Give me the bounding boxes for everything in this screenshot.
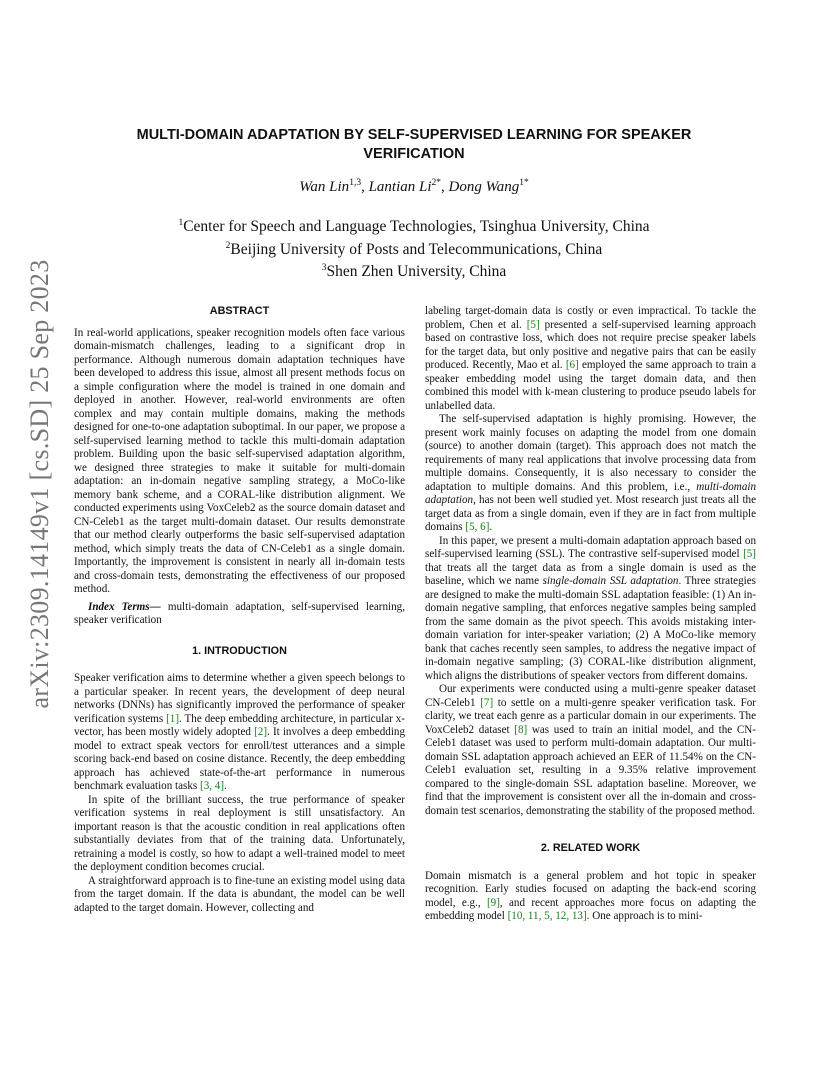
citation-link[interactable]: [8] [514, 723, 528, 736]
intro-paragraph-2: In spite of the brilliant success, the true performance of speaker verification systems in real deployment is still unsatisfactory. An important reason is that the acoustic condition in real applications often substantially deviates from that of the training data. Unfortunately, retraining a model is costly, so how to adapt a well-trained model to meet the deployment condition becomes crucial. [74, 793, 405, 873]
author-affiliation-mark: 2* [431, 178, 441, 188]
intro-paragraph-1 [74, 672, 405, 794]
text-run: . The deep embedding architecture, in particular x-vector, has been mostly widely adopted [74, 712, 406, 738]
text-run: The self-supervised adaptation is highly promising. However, the present work mainly focuses on adapting the model from one domain (source) to another domain (target). This approach does not match the requirements of many real applications that involve processing data from multiple domains. Consequently, it is also necessary to consider the adaptation to multiple domains. And this problem, i.e., [425, 413, 756, 493]
introduction-heading: 1. INTRODUCTION [192, 644, 287, 657]
index-terms-text: multi-domain adaptation, self-supervised learning, speaker verification [74, 600, 405, 626]
text-run: . [489, 521, 493, 533]
author-affiliation-mark: 1* [519, 178, 529, 188]
intro-paragraph-5 [425, 413, 756, 535]
text-run: . It involves a deep embedding model to extract speak vectors for enroll/test utterances and a simple scoring back-end based on cosine distance. Recently, the deep embedding approach has achieved state-of-the-art performance in numerous benchmark evaluation tasks [74, 726, 405, 792]
text-run: Domain mismatch is a general problem and hot topic in speaker recognition. Early studies focused on adapting the back-end scoring model, e.g., [425, 869, 756, 909]
affiliation-list [80, 214, 748, 282]
text-run: Our experiments were conducted using a multi-genre speaker dataset CN-Celeb1 [425, 683, 756, 709]
text-run: . [224, 780, 227, 792]
paper-title-line-1: MULTI-DOMAIN ADAPTATION BY SELF-SUPERVISED LEARNING FOR SPEAKER [136, 127, 692, 143]
abstract-text: In real-world applications, speaker recognition models often face various domain-mismatch challenges, leading to a significant drop in performance. Although numerous domain adaptation techniques have been developed to address this issue, almost all present methods focus on a simple configuration where the model is trained in one domain and deployed in another. However, real-world environments are often complex and may contain multiple domains, making the methods designed for one-to-one adaptation suboptimal. In our paper, we propose a self-supervised learning method to tackle this multi-domain adaptation problem. Building upon the basic self-supervised adaptation algorithm, we designed three strategies to make it suitable for multi-domain adaptation: an in-domain negative sampling strategy, a MoCo-like memory bank scheme, and a CORAL-like distribution alignment. We conducted experiments using VoxCeleb2 as the source domain dataset and CN-Celeb1 as the target multi-domain dataset. Our results demonstrate that our method clearly outperforms the basic self-supervised adaptation method, which simply treats the data of CN-Celeb1 as a single domain. Importantly, the improvement is consistent in nearly all in-domain tests and cross-domain tests, demonstrating the effectiveness of our proposed method. [74, 326, 405, 595]
text-run: , and recent approaches more focus on adapting the embedding model [425, 896, 757, 922]
author-name: Dong Wang [448, 179, 520, 195]
emphasis-text: multi-domain adaptation [425, 480, 756, 506]
emphasis-text: single-domain SSL adaptation [542, 575, 679, 587]
affiliation-text: Shen Zhen University, China [326, 263, 507, 281]
citation-link[interactable]: [6] [565, 359, 579, 371]
text-run: Speaker verification aims to determine whether a given speech belongs to a particular speaker. In recent years, the development of deep neural networks (DNNs) has significantly improved the performance of speaker verification systems [74, 672, 405, 725]
abstract-heading: ABSTRACT [209, 305, 270, 317]
author-name: Wan Lin [299, 179, 350, 195]
intro-paragraph-6 [425, 535, 756, 684]
affiliation-line [80, 237, 748, 260]
author-list [80, 178, 748, 196]
author-name: Lantian Li [368, 179, 432, 195]
index-terms [74, 601, 405, 628]
citation-link[interactable]: [3, 4] [200, 780, 225, 792]
text-run: presented a self-supervised learning approach based on contrastive loss, which does not require precise speaker labels for the target data, but only positive and negative pairs that can be easily produced. Recently, Mao et al. [425, 318, 756, 371]
citation-link[interactable]: [7] [480, 696, 494, 709]
arxiv-identifier-text: arXiv:2309.14149v1 [cs.SD] 25 Sep 2023 [25, 259, 54, 709]
related-paragraph-1 [425, 870, 756, 924]
related-work-heading: 2. RELATED WORK [540, 842, 641, 854]
affiliation-mark: 3 [321, 263, 327, 274]
text-run: . Three strategies are designed to make the multi-domain SSL adaptation feasible: (1) An in-domain negative sampling, that enforces negative samples being sampled from the same domain as the pivot speech. This avoids mistaking inter-domain variation for inter-speaker variation; (2) A MoCo-like memory bank that caches recently seen samples, to address the negative impact of in-domain negative sampling; (3) CORAL-like distribution alignment, which aligns the distributions of speaker vectors from different domains. [425, 575, 756, 682]
author-separator: , [441, 179, 449, 195]
text-run: employed the same approach to train a speaker embedding model using the target domain data, and then combined this model with k-mean clustering to produce pseudo labels for unlabelled data. [425, 359, 756, 412]
intro-paragraph-7 [425, 683, 756, 818]
right-column [425, 305, 756, 924]
affiliation-line [80, 259, 748, 282]
affiliation-text: Beijing University of Posts and Telecommunications, China [230, 240, 603, 258]
text-run: . One approach is to mini- [586, 910, 703, 922]
affiliation-mark: 1 [178, 218, 184, 228]
citation-link[interactable]: [1] [166, 712, 180, 725]
author-separator: , [361, 179, 369, 195]
text-run: that treats all the target data as from a single domain is used as the baseline, which we name [425, 561, 756, 587]
citation-link[interactable]: [2] [254, 726, 268, 738]
citation-link[interactable]: [9] [486, 896, 500, 909]
text-run: labeling target-domain data is costly or even impractical. To tackle the problem, Chen et al. [425, 305, 756, 331]
text-run: to settle on a multi-genre speaker verification task. For clarity, we treat each genre as a particular domain in our experiments. The VoxCeleb2 dataset [425, 696, 756, 736]
citation-link[interactable]: [5] [743, 548, 756, 560]
index-terms-label: Index Terms— [88, 600, 161, 613]
text-run: In this paper, we present a multi-domain adaptation approach based on self-supervised learning (SSL). The contrastive self-supervised model [425, 534, 756, 560]
citation-link[interactable]: [5, 6] [465, 521, 490, 533]
affiliation-mark: 2 [225, 240, 231, 251]
affiliation-text: Center for Speech and Language Technologies, Tsinghua University, China [183, 218, 650, 236]
paper-title [80, 126, 748, 164]
affiliation-line [80, 214, 748, 237]
author-affiliation-mark: 1,3 [349, 178, 362, 188]
citation-link[interactable]: [10, 11, 5, 12, 13] [507, 910, 587, 922]
intro-paragraph-3: A straightforward approach is to fine-tune an existing model using data from the target domain. If the data is abundant, the model can be well adapted to the target domain. However, collecting and [74, 874, 405, 914]
text-run: was used to train an initial model, and the CN-Celeb1 dataset was used to perform multi-domain adaptation. Our multi-domain SSL adaptation approach achieved an EER of 11.54% on the CN-Celeb1 evaluation set, resulting in a 9.35% relative improvement compared to the single-domain SSL adaptation baseline. Moreover, we find that the improvement is consistent over all the in-domain and cross-domain test scenarios, demonstrating the stability of the proposed method. [425, 723, 756, 817]
intro-paragraph-4 [425, 305, 756, 413]
text-run: , has not been well studied yet. Most research just treats all the target data as from a single domain, even if they are in fact from multiple domains [425, 494, 756, 533]
left-column [74, 305, 405, 915]
paper-title-line-2: VERIFICATION [363, 146, 465, 162]
citation-link[interactable]: [5] [526, 318, 540, 331]
arxiv-identifier [22, 259, 58, 709]
